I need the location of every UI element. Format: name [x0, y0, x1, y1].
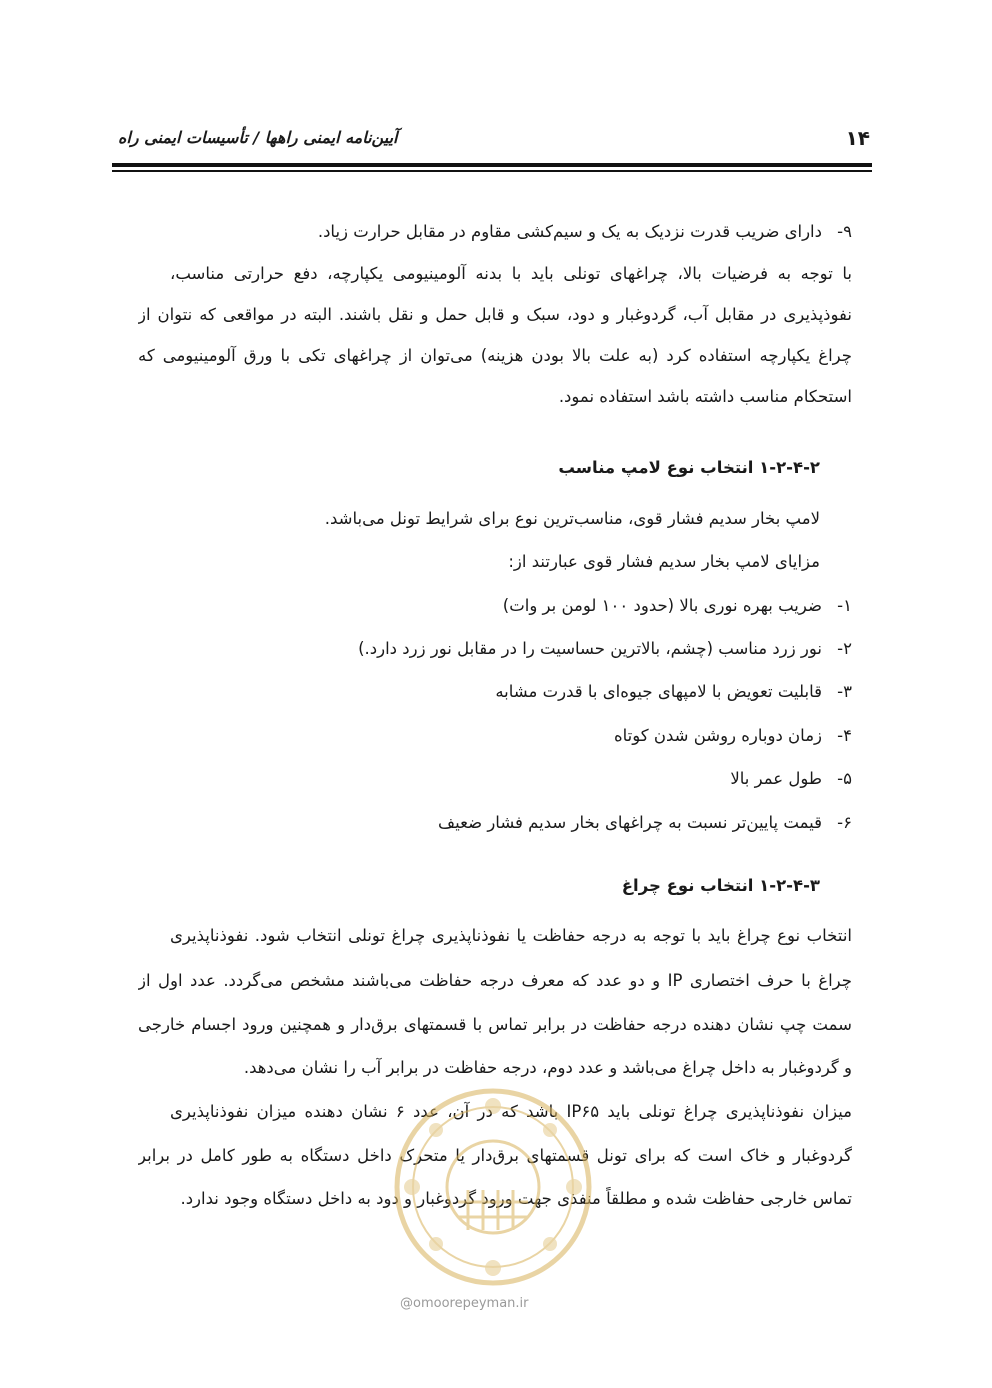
list-item-text: نور زرد مناسب (چشم، بالاترین حساسیت را در مقابل نور زرد دارد.) [358, 639, 822, 658]
paragraph-line: چراغ با حرف اختصاری IP و دو عدد که معرف درجه حفاظت می‌باشند مشخص می‌گردد. عدد اول از [138, 971, 852, 990]
paragraph-line: سمت چپ نشان دهنده درجه حفاظت در برابر تماس با قسمتهای برق‌دار و همچنین ورود اجسام خارجی [138, 1015, 852, 1034]
body-line: لامپ بخار سدیم فشار قوی، مناسب‌ترین نوع برای شرایط تونل می‌باشد. [324, 509, 820, 528]
paragraph-line: نفوذپذیری در مقابل آب، گردوغبار و دود، سبک و قابل حمل و نقل باشند. البته در مواقعی که نتوان از [138, 305, 852, 324]
list-item-text: ضریب بهره نوری بالا (حدود ۱۰۰ لومن بر وات) [502, 596, 822, 615]
list-item [438, 811, 852, 835]
list-item-text: زمان دوباره روشن شدن کوتاه [613, 726, 822, 745]
gear-seal-icon [388, 1082, 598, 1292]
section-heading: ۱-۲-۴-۳ انتخاب نوع چراغ [621, 876, 820, 895]
list-item-number: ۳- [837, 682, 852, 701]
list-item-number: ۴- [837, 726, 852, 745]
list-item [503, 594, 852, 618]
section-heading: ۱-۲-۴-۲ انتخاب نوع لامپ مناسب [558, 458, 820, 477]
paragraph-line: استحکام مناسب داشته باشد استفاده نمود. [558, 387, 852, 406]
list-item-number: ۵- [837, 769, 852, 788]
paragraph-line: انتخاب نوع چراغ باید با توجه به درجه حفاظت یا نفوذناپذیری چراغ تونلی انتخاب شود. نفوذناپذیری [170, 926, 852, 945]
list-item-number: ۹- [837, 222, 852, 241]
list-item-number: ۲- [837, 639, 852, 658]
watermark-url: @omoorepeyman.ir [400, 1296, 529, 1311]
page-number: ۱۴ [845, 126, 870, 150]
list-item [730, 767, 852, 791]
list-item [318, 220, 852, 244]
list-item-number: ۱- [837, 596, 852, 615]
body-line: مزایای لامپ بخار سدیم فشار قوی عبارتند از: [508, 552, 820, 571]
paragraph-line: تماس خارجی حفاظت شده و مطلقاً منفذی جهت ورود گردوغبار و دود به داخل دستگاه وجود ندارد. [180, 1189, 852, 1208]
list-item [358, 637, 852, 661]
list-item-text: قابلیت تعویض با لامپهای جیوه‌ای با قدرت مشابه [495, 682, 822, 701]
paragraph-line: چراغ یکپارچه استفاده کرد (به علت بالا بودن هزینه) می‌توان از چراغهای تکی با ورق آلومینیومی که [138, 346, 852, 365]
paragraph-line: میزان نفوذناپذیری چراغ تونلی باید IP۶۵ باشد که در آن، عدد ۶ نشان دهنده میزان نفوذناپذیری [170, 1102, 852, 1121]
list-item-text: قیمت پایین‌تر نسبت به چراغهای بخار سدیم فشار ضعیف [438, 813, 822, 832]
list-item [614, 724, 852, 748]
paragraph-line: با توجه به فرضیات بالا، چراغهای تونلی باید با بدنه آلومینیومی یکپارچه، دفع حرارتی مناسب، [170, 264, 852, 283]
header-rule-thick [112, 163, 872, 167]
header-rule-thin [112, 170, 872, 172]
paragraph-line: گردوغبار و خاک است که برای تونل قسمتهای برق‌دار یا متحرک داخل دستگاه به طور کامل در برابر [138, 1146, 852, 1165]
list-item [495, 680, 852, 704]
list-item-text: طول عمر بالا [730, 769, 822, 788]
paragraph-line: و گردوغبار به داخل چراغ می‌باشد و عدد دوم، درجه حفاظت در برابر آب را نشان می‌دهد. [243, 1058, 852, 1077]
list-item-text: دارای ضریب قدرت نزدیک به یک و سیم‌کشی مقاوم در مقابل حرارت زیاد. [317, 222, 822, 241]
list-item-number: ۶- [837, 813, 852, 832]
running-header-title: آیین‌نامه ایمنی راهها / تأسیسات ایمنی راه [118, 128, 398, 147]
